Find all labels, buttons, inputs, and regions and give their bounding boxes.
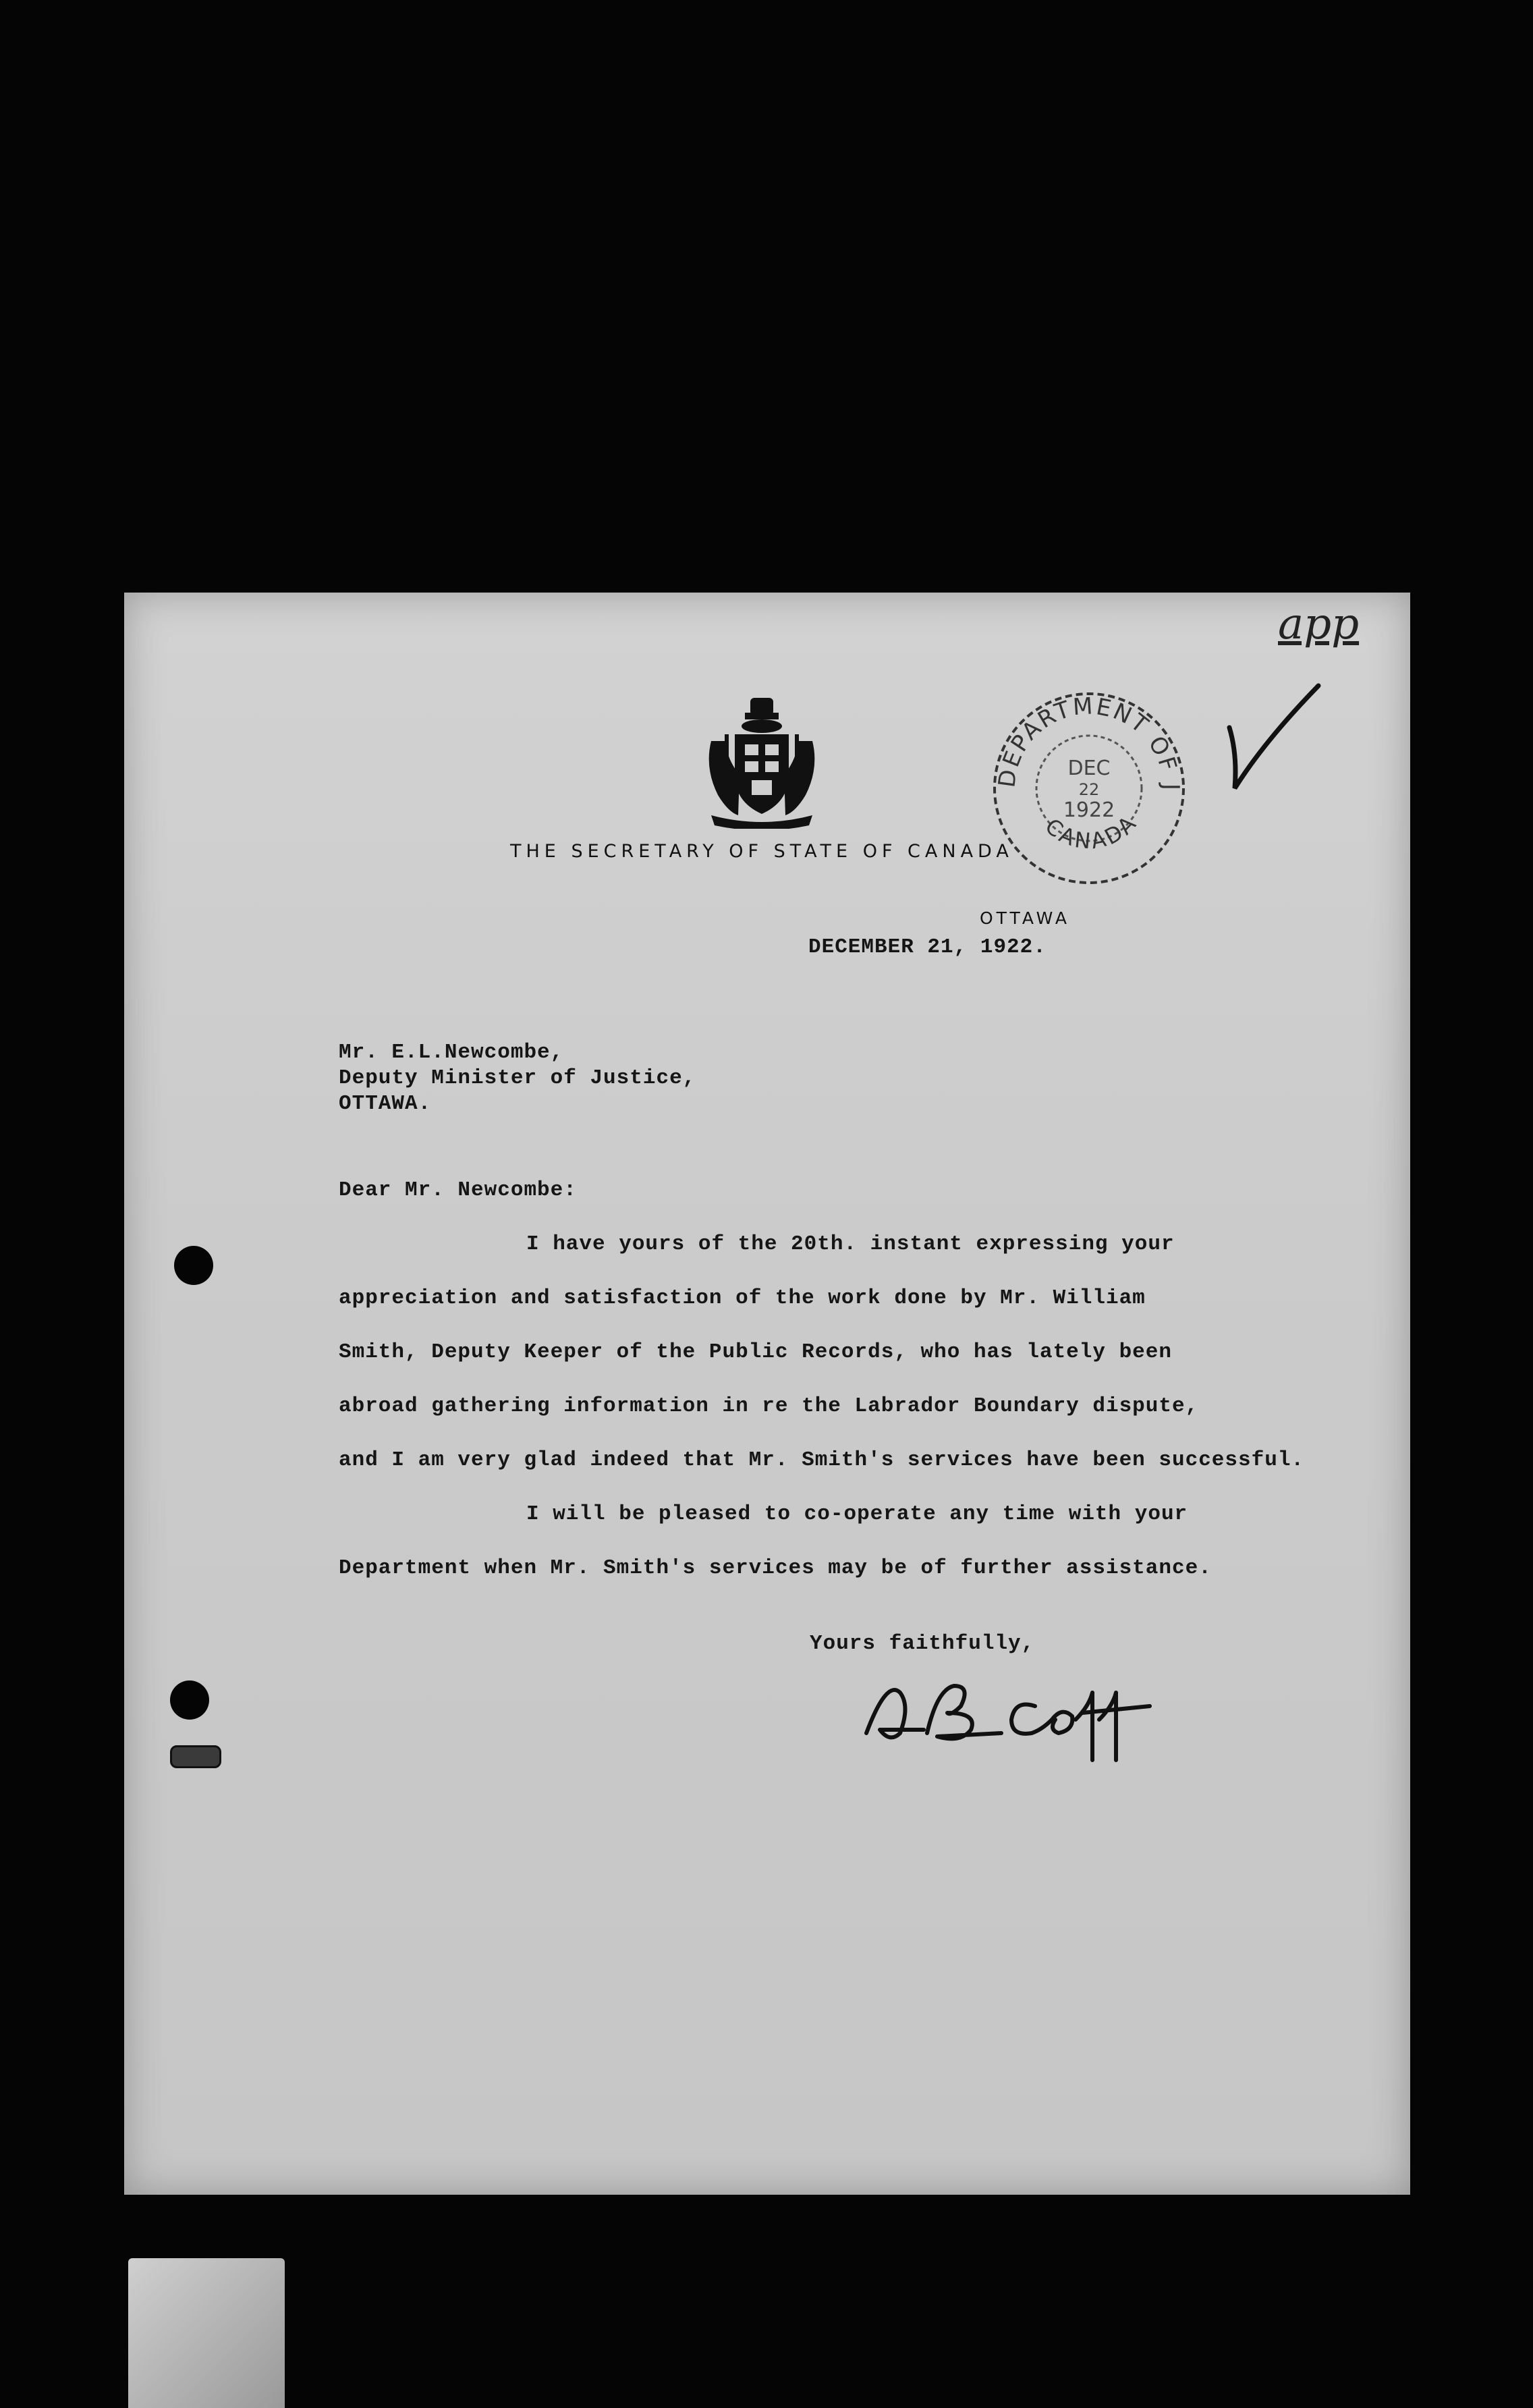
recipient-title: Deputy Minister of Justice, <box>339 1066 696 1090</box>
punch-hole <box>170 1680 209 1720</box>
body-line: I will be pleased to co-operate any time with your <box>526 1502 1188 1526</box>
stamp-top-text: DEPARTMENT OF J <box>993 692 1185 793</box>
recipient-name: Mr. E.L.Newcombe, <box>339 1041 564 1064</box>
letter-date: DECEMBER 21, 1922. <box>808 935 1047 959</box>
folder-tab <box>128 2258 285 2408</box>
binder-clip <box>170 1745 221 1768</box>
recipient-city: OTTAWA. <box>339 1092 432 1116</box>
body-line: appreciation and satisfaction of the work done by Mr. William <box>339 1286 1146 1310</box>
punch-hole <box>174 1246 213 1285</box>
received-stamp <box>988 687 1190 890</box>
letterhead-city: OTTAWA <box>980 908 1071 928</box>
body-line: Department when Mr. Smith's services may be of further assistance. <box>339 1556 1212 1580</box>
stamp-ring-icon <box>988 687 1190 890</box>
salutation: Dear Mr. Newcombe: <box>339 1178 577 1202</box>
signature <box>860 1666 1170 1767</box>
letterhead-title: THE SECRETARY OF STATE OF CANADA <box>510 841 1013 862</box>
letter-page <box>124 593 1410 2195</box>
body-line: abroad gathering information in re the Labrador Boundary dispute, <box>339 1394 1199 1418</box>
body-line: I have yours of the 20th. instant expressing your <box>526 1232 1175 1256</box>
stamp-bottom-text: CANADA <box>1040 809 1143 854</box>
body-line: Smith, Deputy Keeper of the Public Records, who has lately been <box>339 1340 1172 1364</box>
stamp-day: 22 <box>1078 780 1100 799</box>
coat-of-arms-icon <box>698 694 826 829</box>
check-mark-icon <box>1217 680 1332 795</box>
body-line: and I am very glad indeed that Mr. Smith's services have been successful. <box>339 1448 1305 1472</box>
stamp-year: 1922 <box>1063 798 1115 822</box>
handwritten-initials: app <box>1278 599 1360 649</box>
stamp-month: DEC <box>1067 757 1111 780</box>
closing: Yours faithfully, <box>810 1632 1035 1655</box>
